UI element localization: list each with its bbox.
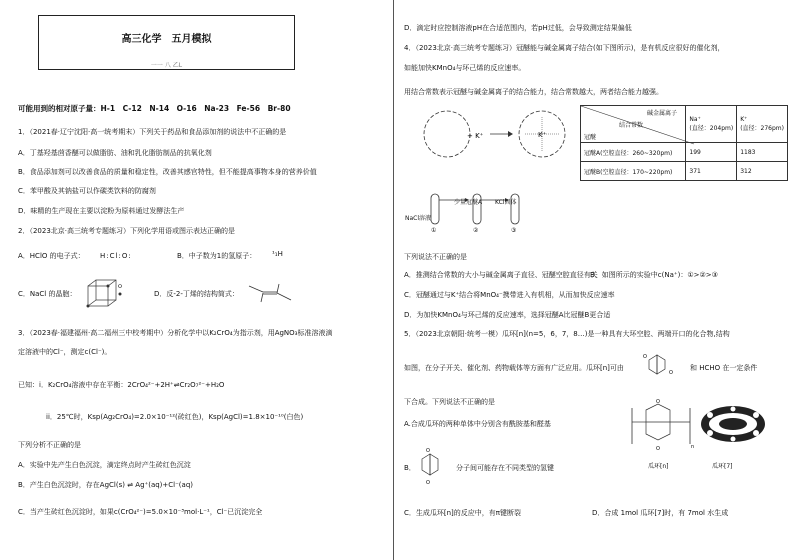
header-na: Na⁺ (直径：204pm)	[686, 106, 737, 143]
q2-option-b: B．中子数为1的氢原子：	[177, 252, 257, 260]
q5-stem-line3: 下合成。下列说法不正确的是	[404, 398, 495, 406]
q3-known-ii: ii．25℃时，Ksp(Ag₂CrO₄)=2.0×10⁻¹²(砖红色)，Ksp(AgCl)=1.8×10⁻¹⁰(白色)	[46, 413, 304, 421]
q4-stem-line2: 如能加快KMnO₄与环己烯的反应速率。	[404, 64, 526, 72]
q3-option-c: C．当产生砖红色沉淀时，如果c(CrO₄²⁻)=5.0×10⁻³mol·L⁻¹，Cl⁻已沉淀完全	[18, 508, 263, 516]
svg-text:O: O	[669, 370, 673, 376]
tube-2-label: ②	[473, 227, 479, 234]
table-row	[581, 143, 788, 162]
tube-3-label: ③	[511, 227, 517, 234]
q3-ask: 下列分析不正确的是	[18, 441, 81, 449]
q3-option-b: B．产生白色沉淀时，存在AgCl(s) ⇌ Ag⁺(aq)+Cl⁻(aq)	[18, 481, 193, 489]
q2-stem: 2．（2023北京·高三统考专题练习）下列化学用语或图示表达正确的是	[18, 227, 235, 235]
cucurbituril-n-label: 瓜环[n]	[648, 463, 669, 470]
header-ion: 碱金属离子	[647, 110, 678, 117]
q5-stem-line2-a: 如图，在分子开关、催化剂、药物载体等方面有广泛应用。瓜环[n]可由	[404, 364, 624, 372]
q2-option-a: A．HClO 的电子式：	[18, 252, 85, 260]
header-k: K⁺ (直径：276pm)	[737, 106, 788, 143]
trans-2-butene-structure-icon	[247, 282, 297, 306]
q4-option-a: A．推测结合常数的大小与碱金属离子直径、冠醚空腔直径有关	[404, 271, 598, 279]
row1-k: 1183	[737, 143, 788, 162]
glycoluril-option-b-icon	[416, 447, 450, 487]
nacl-unit-cell-icon	[86, 278, 126, 308]
q5-stem-line1: 5．（2023北京朝阳·统考一模）瓜环[n](n=5，6，7，8…)是一种具有大环空腔、两端开口的化合物,结构	[404, 330, 730, 338]
glycoluril-structure-icon	[643, 350, 677, 380]
svg-text:K⁺: K⁺	[538, 131, 547, 139]
q5-option-d: D．合成 1mol 瓜环[7]时，有 7mol 水生成	[592, 509, 729, 517]
hclo-electron-formula: H:Cl:O:	[100, 252, 132, 260]
title-box	[38, 15, 295, 70]
q2-option-d: D．反-2-丁烯的结构简式：	[154, 290, 239, 298]
q3-known-i: 已知：i．K₂CrO₄溶液中存在平衡：2CrO₄²⁻+2H⁺⇌Cr₂O₇²⁻+H₂O	[18, 381, 225, 389]
hydrogen-isotope-symbol: ¹₁H	[272, 250, 283, 258]
header-constant: 结合常数	[619, 122, 644, 129]
cucurbituril-7-model-icon	[698, 403, 768, 445]
q1-option-b: B．食品添加剂可以改善食品的质量和稳定性，改善其感官特性，但不能提高事物本身的营养价值	[18, 168, 317, 176]
row1-label: 冠醚A(空腔直径：260~320pm)	[581, 143, 686, 162]
svg-text:O: O	[656, 446, 660, 452]
cucurbituril-7-label: 瓜环[7]	[712, 463, 733, 470]
svg-text:O: O	[656, 399, 660, 405]
q4-option-d: D．为加快KMnO₄与环己烯的反应速率，选择冠醚A比冠醚B更合适	[404, 311, 611, 319]
q3-stem-line2: 定溶液中的Cl⁻，测定c(Cl⁻)。	[18, 348, 112, 356]
table-corner-cell	[581, 106, 686, 143]
row2-label: 冠醚B(空腔直径：170~220pm)	[581, 162, 686, 181]
q4-stem-line1: 4．（2023北京·高三统考专题练习）冠醚能与碱金属离子结合(如下图所示)，是有机反应很好的催化剂，	[404, 44, 725, 52]
nacl-solution-label: NaCl溶液	[405, 215, 432, 222]
q2-option-c: C．NaCl 的晶胞：	[18, 290, 77, 298]
q4-option-b: B．如图所示的实验中c(Na⁺)：①>②>③	[590, 271, 718, 279]
row2-k: 312	[737, 162, 788, 181]
reagent-crown-a-label: 少量冠醚A	[454, 199, 483, 206]
page-title: 高三化学 五月模拟	[121, 34, 212, 45]
q5-option-c: C．生成瓜环[n]的反应中，有π键断裂	[404, 509, 522, 517]
tube-1-label: ①	[431, 227, 437, 234]
q5-option-a: A.合成瓜环的两种单体中分别含有酰胺基和醛基	[404, 420, 551, 428]
q3-stem-line1: 3．（2023春·福建福州·高二福州三中校考期中）分析化学中以K₂CrO₄为指示剂，用AgNO₃标准溶液滴	[18, 329, 333, 337]
cucurbituril-n-structure-icon	[628, 400, 694, 452]
q4-ask: 下列说法不正确的是	[404, 253, 467, 261]
table-row	[581, 162, 788, 181]
header-ether: 冠醚	[584, 134, 597, 141]
q4-option-c: C．冠醚通过与K⁺结合将MnO₄⁻携带进入有机相，从而加快反应速率	[404, 291, 615, 299]
crown-ether-complex-diagram	[405, 104, 575, 164]
q5-stem-line2-b: 和 HCHO 在一定条件	[690, 364, 758, 372]
q1-option-d: D．味精的生产现在主要以淀粉为原料通过发酵法生产	[18, 207, 185, 215]
q1-option-a: A．丁基羟基茴香醚可以做脂肪、油和乳化脂肪制品的抗氧化剂	[18, 149, 212, 157]
q1-option-c: C．苯甲酸及其钠盐可以作碳类饮料的防腐剂	[18, 187, 156, 195]
row1-na: 199	[686, 143, 737, 162]
svg-text:O: O	[426, 480, 430, 486]
atomic-masses: 可能用到的相对原子量：H-1 C-12 N-14 O-16 Na-23 Fe-56 Br-80	[18, 104, 291, 113]
page-subtitle: 一一 八 乙L	[150, 62, 183, 69]
q5-option-b-prefix: B．	[404, 464, 416, 472]
q3-option-d: D．滴定时应控制溶液pH在合适范围内，若pH过低，会导致测定结果偏低	[404, 24, 632, 32]
q1-stem: 1．（2021春·辽宁沈阳·高一统考期末）下列关于药品和食品添加剂的说法中不正确的是	[18, 128, 287, 136]
q4-stem-line3: 用结合常数表示冠醚与碱金属离子的结合能力，结合常数越大，两者结合能力越强。	[404, 88, 663, 96]
row2-na: 371	[686, 162, 737, 181]
svg-text:O: O	[643, 354, 647, 360]
svg-text:n: n	[691, 444, 695, 450]
svg-text:O: O	[426, 448, 430, 454]
q3-option-a: A．实验中先产生白色沉淀，滴定终点时产生砖红色沉淀	[18, 461, 191, 469]
column-divider	[393, 0, 394, 560]
reagent-kcl-label: KCl固体	[495, 199, 517, 206]
binding-constant-table	[580, 105, 788, 181]
svg-text:+ K⁺: + K⁺	[467, 132, 484, 140]
q5-option-b: 分子间可能存在不同类型的氢键	[456, 464, 554, 472]
